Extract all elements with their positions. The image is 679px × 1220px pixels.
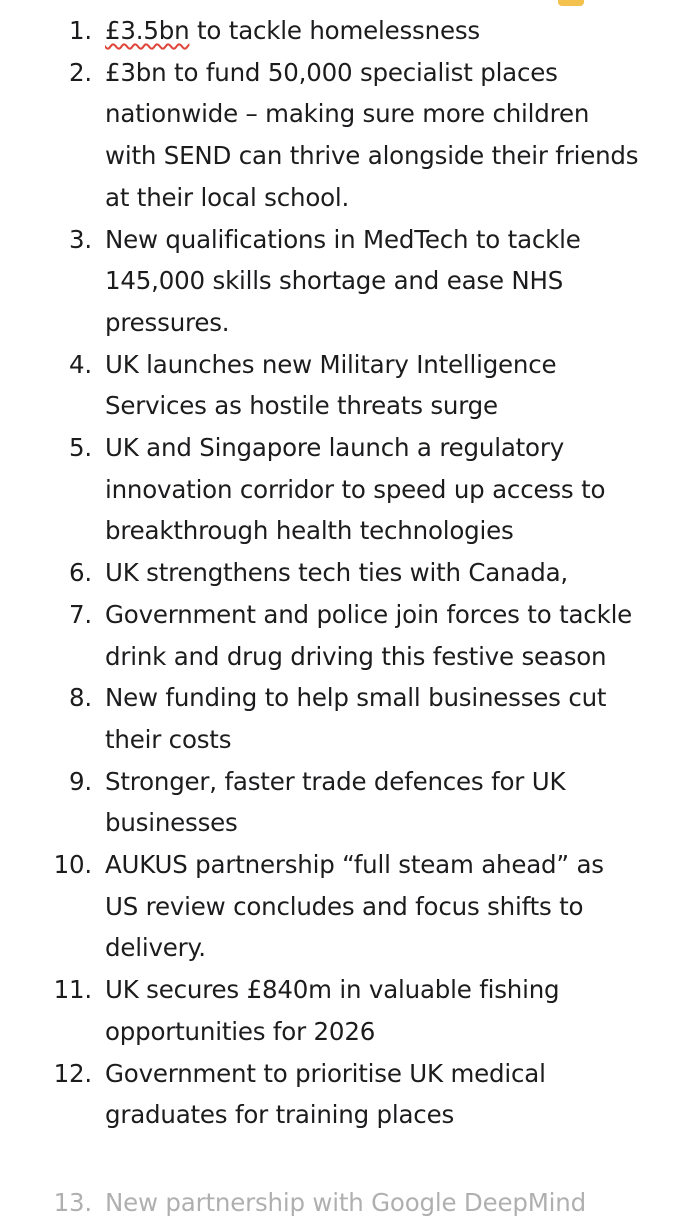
list-item [0, 219, 679, 344]
list-item [0, 552, 679, 594]
list-item [0, 344, 679, 427]
list-number: 3. [69, 224, 92, 254]
list-number: 12. [53, 1058, 92, 1088]
list-number: 13. [53, 1188, 92, 1217]
list-number: 4. [69, 349, 92, 379]
list-number: 9. [69, 766, 92, 796]
list-item-text: AUKUS partnership “full steam ahead” as US review concludes and focus shifts to delivery. [105, 850, 604, 963]
list-item [0, 677, 679, 760]
list-item [0, 969, 679, 1052]
list-number: 8. [69, 683, 92, 713]
list-item-text: New qualifications in MedTech to tackle 145,000 skills shortage and ease NHS pressures. [105, 224, 581, 337]
list-number: 7. [69, 599, 92, 629]
list-item-text: UK launches new Military Intelligence Services as hostile threats surge [105, 349, 557, 421]
list-item [0, 52, 679, 219]
list-item [0, 1053, 679, 1136]
list-item-text: New partnership with Google DeepMind [105, 1188, 586, 1217]
list-item-text: Government and police join forces to tackle drink and drug driving this festive season [105, 599, 633, 671]
list-number: 1. [69, 16, 92, 45]
emoji-fragment-icon [558, 0, 584, 6]
list-item [0, 1182, 679, 1220]
list-number: 6. [69, 558, 92, 588]
list-item [0, 594, 679, 677]
list-number: 5. [69, 433, 92, 463]
list-number: 2. [69, 57, 92, 87]
list-item [0, 427, 679, 552]
spellcheck-underlined-word[interactable]: £3.5bn [105, 16, 190, 45]
list-number: 10. [53, 850, 92, 880]
list-number: 11. [53, 975, 92, 1005]
announcement-list [0, 10, 679, 1136]
list-item-text-rest: to tackle homelessness [189, 16, 480, 45]
list-item-text: New funding to help small businesses cut their costs [105, 683, 607, 754]
list-item [0, 761, 679, 844]
cropped-list-item [0, 1180, 679, 1220]
list-item-text [105, 10, 641, 52]
list-item-text: UK strengthens tech ties with Canada, [105, 558, 569, 588]
list-item [0, 10, 679, 52]
list-item-text: UK and Singapore launch a regulatory innovation corridor to speed up access to breakthrough health technologies [105, 433, 606, 546]
list-item-text: £3bn to fund 50,000 specialist places nationwide – making sure more children with SEND can thrive alongside their friends at their local school. [105, 57, 639, 212]
top-cropped-region [0, 0, 679, 6]
list-item-text: UK secures £840m in valuable fishing opportunities for 2026 [105, 975, 560, 1046]
list-item [0, 844, 679, 969]
list-item-text: Government to prioritise UK medical graduates for training places [105, 1058, 546, 1130]
list-item-text: Stronger, faster trade defences for UK businesses [105, 766, 566, 838]
